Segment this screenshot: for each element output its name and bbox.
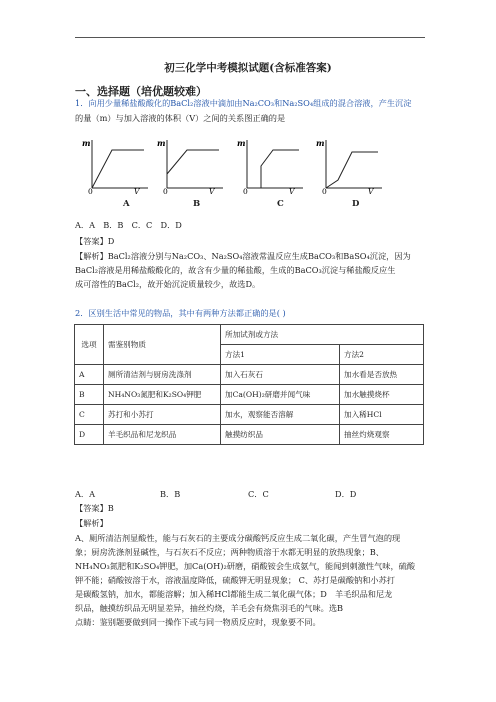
q2-explanation-6: 织品，触摸纺织品无明显差异，抽丝灼烧，羊毛会有烧焦羽毛的气味。选B xyxy=(75,603,344,613)
table-cell-option: C xyxy=(75,405,104,425)
q2-answer: 【答案】B xyxy=(75,503,114,513)
table-cell-method2: 加入稀HCl xyxy=(340,405,424,425)
table-cell-method1: 触摸纺织品 xyxy=(221,425,340,445)
table-cell-method2: 抽丝灼烧观察 xyxy=(340,425,424,445)
graph-a-label: A xyxy=(123,199,130,209)
graph-d-label: D xyxy=(352,199,360,209)
section-heading: 一、选择题（培优题较难） xyxy=(75,85,207,98)
graph-a xyxy=(82,136,152,194)
table-header-items: 需鉴别物质 xyxy=(104,325,221,365)
graph-d-xlabel: V xyxy=(368,187,374,194)
q1-stem-text1: 1．向用少量稀盐酸酸化的BaCl₂溶液中滴加由Na₂CO₃和Na₂SO₄组成的混合溶液，产生沉淀 xyxy=(75,98,412,108)
q2-stem-text: 2．区别生活中常见的物品，其中有两种方法都正确的是( ) xyxy=(75,308,286,318)
graph-c xyxy=(237,136,307,194)
table-header-methods: 所加试剂或方法 xyxy=(221,325,424,345)
graph-b-ylabel: m xyxy=(157,138,166,148)
graph-d xyxy=(316,136,386,194)
q2-explanation-5: 是碳酸氢钠，加水，都能溶解；加入稀HCl都能生成二氧化碳气体；D 羊毛织品和尼龙 xyxy=(75,589,393,599)
q2-explanation-4: 钾不能；硝酸铵溶于水，溶液温度降低，硫酸钾无明显现象； C、苏打是碳酸钠和小苏打 xyxy=(75,575,395,585)
table-cell-items: NH₄NO₃氮肥和K₂SO₄钾肥 xyxy=(104,385,221,405)
table-cell-method1: 加入石灰石 xyxy=(221,365,340,385)
graph-c-xlabel: V xyxy=(289,187,295,194)
table-row xyxy=(75,365,424,385)
graph-b-label: B xyxy=(193,199,201,209)
graph-c-origin: 0 xyxy=(243,187,248,194)
graph-b-origin: 0 xyxy=(163,187,168,194)
q2-explanation-1: A、厕所清洁剂显酸性，能与石灰石的主要成分碳酸钙反应生成二氧化碳，产生冒气泡的现 xyxy=(75,533,401,543)
q2-choice-d: D．D xyxy=(335,489,357,499)
table-row xyxy=(75,405,424,425)
graph-d-origin: 0 xyxy=(322,187,327,194)
q2-explanation-7: 点睛：鉴别题要做到同一操作下或与同一物质反应时，现象要不同。 xyxy=(75,617,321,627)
graph-b xyxy=(157,136,227,194)
q2-stem xyxy=(75,307,286,319)
q1-explanation-2: BaCl₂溶液是用稀盐酸酸化的，故含有少量的稀盐酸，生成的BaCO₃沉淀与稀盐酸反应生 xyxy=(75,265,396,275)
table-header-method1: 方法1 xyxy=(221,345,340,365)
table-row xyxy=(75,425,424,445)
graph-b-xlabel: V xyxy=(209,187,215,194)
table-cell-items: 苏打和小苏打 xyxy=(104,405,221,425)
q2-choice-a: A．A xyxy=(75,489,96,499)
q2-explanation-3: NH₄NO₃氮肥和K₂SO₄钾肥，加Ca(OH)₂研磨，硝酸铵会生成氨气，能闻到刺激性气味，硫酸 xyxy=(75,561,416,571)
table-cell-method2: 加水看是否放热 xyxy=(340,365,424,385)
document-title: 初三化学中考模拟试题(含标准答案) xyxy=(164,62,332,74)
q2-choice-c: C．C xyxy=(248,489,269,499)
graph-a-xlabel: V xyxy=(134,187,140,194)
table-cell-method2: 加水触摸烧杯 xyxy=(340,385,424,405)
q2-explanation-2: 象；厨房洗涤剂显碱性，与石灰石不反应；两种物质溶于水都无明显的放热现象；B、 xyxy=(75,547,384,557)
header-rule xyxy=(75,37,425,38)
q2-table xyxy=(74,324,424,445)
graph-c-ylabel: m xyxy=(237,138,246,148)
graph-c-label: C xyxy=(277,199,284,209)
table-cell-items: 羊毛织品和尼龙织品 xyxy=(104,425,221,445)
table-cell-option: A xyxy=(75,365,104,385)
table-cell-method1: 加水，观察能否溶解 xyxy=(221,405,340,425)
q2-choice-b: B．B xyxy=(160,489,181,499)
table-header-row xyxy=(75,325,424,345)
q1-options: A．A B．B C．C D．D xyxy=(75,220,182,230)
table-cell-option: B xyxy=(75,385,104,405)
table-header-method2: 方法2 xyxy=(340,345,424,365)
table-cell-method1: 加Ca(OH)₂研磨并闻气味 xyxy=(221,385,340,405)
table-row xyxy=(75,385,424,405)
graph-a-ylabel: m xyxy=(82,138,91,148)
graph-a-origin: 0 xyxy=(88,187,93,194)
table-header-option: 选项 xyxy=(75,325,104,365)
table-cell-option: D xyxy=(75,425,104,445)
q2-analysis-label: 【解析】 xyxy=(75,518,108,528)
table-cell-items: 厕所清洁剂与厨房洗涤剂 xyxy=(104,365,221,385)
q1-stem-line1 xyxy=(75,97,411,109)
q1-explanation-3: 成可溶性的BaCl₂，故开始沉淀质量较少，故选D。 xyxy=(75,279,261,289)
q1-explanation-1: 【解析】BaCl₂溶液分别与Na₂CO₃、Na₂SO₄溶液常温反应生成BaCO₃和BaSO₄沉淀，因为 xyxy=(75,251,411,261)
q1-stem-line2: 的量（m）与加入溶液的体积（V）之间的关系图正确的是 xyxy=(75,113,286,123)
q1-answer: 【答案】D xyxy=(75,236,115,246)
graph-d-ylabel: m xyxy=(316,138,325,148)
